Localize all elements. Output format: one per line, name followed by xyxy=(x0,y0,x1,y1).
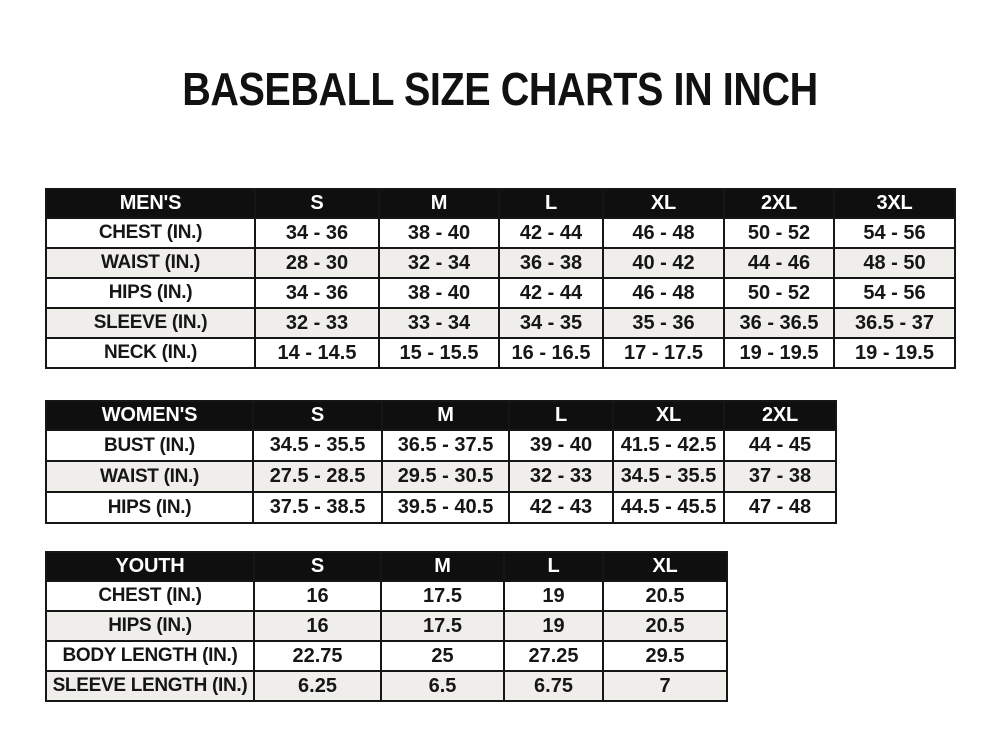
size-value-cell: 17 - 17.5 xyxy=(603,338,724,368)
size-value-cell: 27.25 xyxy=(504,641,603,671)
row-label: CHEST (IN.) xyxy=(46,218,255,248)
size-value-cell: 50 - 52 xyxy=(724,218,834,248)
table-corner-label: MEN'S xyxy=(46,189,255,218)
size-value-cell: 44 - 45 xyxy=(724,430,836,461)
table-corner-label: WOMEN'S xyxy=(46,401,253,430)
row-label: CHEST (IN.) xyxy=(46,581,254,611)
size-value-cell: 6.25 xyxy=(254,671,381,701)
size-value-cell: 29.5 - 30.5 xyxy=(382,461,509,492)
size-value-cell: 34 - 35 xyxy=(499,308,603,338)
page-title: BASEBALL SIZE CHARTS IN INCH xyxy=(182,63,818,115)
row-label: NECK (IN.) xyxy=(46,338,255,368)
size-value-cell: 35 - 36 xyxy=(603,308,724,338)
size-value-cell: 17.5 xyxy=(381,611,504,641)
size-value-cell: 54 - 56 xyxy=(834,218,955,248)
size-value-cell: 32 - 34 xyxy=(379,248,499,278)
size-value-cell: 37.5 - 38.5 xyxy=(253,492,382,523)
size-value-cell: 39.5 - 40.5 xyxy=(382,492,509,523)
table-header-row xyxy=(46,552,727,581)
size-value-cell: 32 - 33 xyxy=(255,308,379,338)
table-row xyxy=(46,308,955,338)
table-row xyxy=(46,461,836,492)
table-row xyxy=(46,218,955,248)
size-column-header: XL xyxy=(613,401,724,430)
table-row xyxy=(46,641,727,671)
size-value-cell: 34 - 36 xyxy=(255,218,379,248)
table-corner-label: YOUTH xyxy=(46,552,254,581)
womens-size-table xyxy=(45,400,837,524)
size-column-header: 2XL xyxy=(724,401,836,430)
size-value-cell: 41.5 - 42.5 xyxy=(613,430,724,461)
size-value-cell: 19 - 19.5 xyxy=(834,338,955,368)
size-value-cell: 19 - 19.5 xyxy=(724,338,834,368)
size-value-cell: 29.5 xyxy=(603,641,727,671)
size-column-header: S xyxy=(255,189,379,218)
size-value-cell: 37 - 38 xyxy=(724,461,836,492)
table-row xyxy=(46,430,836,461)
size-value-cell: 14 - 14.5 xyxy=(255,338,379,368)
size-column-header: 3XL xyxy=(834,189,955,218)
size-value-cell: 48 - 50 xyxy=(834,248,955,278)
size-value-cell: 7 xyxy=(603,671,727,701)
size-value-cell: 46 - 48 xyxy=(603,218,724,248)
row-label: WAIST (IN.) xyxy=(46,248,255,278)
table-row xyxy=(46,611,727,641)
size-value-cell: 16 xyxy=(254,611,381,641)
size-value-cell: 38 - 40 xyxy=(379,218,499,248)
size-value-cell: 6.75 xyxy=(504,671,603,701)
size-value-cell: 46 - 48 xyxy=(603,278,724,308)
size-value-cell: 44 - 46 xyxy=(724,248,834,278)
table-header-row xyxy=(46,189,955,218)
size-value-cell: 27.5 - 28.5 xyxy=(253,461,382,492)
size-column-header: 2XL xyxy=(724,189,834,218)
size-value-cell: 54 - 56 xyxy=(834,278,955,308)
size-value-cell: 44.5 - 45.5 xyxy=(613,492,724,523)
size-column-header: L xyxy=(509,401,613,430)
table-row xyxy=(46,581,727,611)
size-value-cell: 36 - 36.5 xyxy=(724,308,834,338)
row-label: WAIST (IN.) xyxy=(46,461,253,492)
size-column-header: M xyxy=(382,401,509,430)
size-value-cell: 34.5 - 35.5 xyxy=(253,430,382,461)
size-column-header: M xyxy=(381,552,504,581)
size-value-cell: 32 - 33 xyxy=(509,461,613,492)
size-value-cell: 20.5 xyxy=(603,581,727,611)
size-value-cell: 42 - 44 xyxy=(499,278,603,308)
size-value-cell: 15 - 15.5 xyxy=(379,338,499,368)
row-label: HIPS (IN.) xyxy=(46,611,254,641)
youth-size-table xyxy=(45,551,728,702)
size-value-cell: 36.5 - 37.5 xyxy=(382,430,509,461)
size-value-cell: 40 - 42 xyxy=(603,248,724,278)
table-row xyxy=(46,671,727,701)
table-row xyxy=(46,248,955,278)
size-value-cell: 20.5 xyxy=(603,611,727,641)
size-column-header: XL xyxy=(603,189,724,218)
size-value-cell: 42 - 43 xyxy=(509,492,613,523)
row-label: HIPS (IN.) xyxy=(46,492,253,523)
size-column-header: L xyxy=(499,189,603,218)
table-row xyxy=(46,278,955,308)
size-value-cell: 50 - 52 xyxy=(724,278,834,308)
table-row xyxy=(46,492,836,523)
size-value-cell: 16 - 16.5 xyxy=(499,338,603,368)
row-label: SLEEVE LENGTH (IN.) xyxy=(46,671,254,701)
size-value-cell: 39 - 40 xyxy=(509,430,613,461)
size-value-cell: 38 - 40 xyxy=(379,278,499,308)
size-value-cell: 22.75 xyxy=(254,641,381,671)
size-value-cell: 16 xyxy=(254,581,381,611)
size-value-cell: 34 - 36 xyxy=(255,278,379,308)
size-column-header: S xyxy=(254,552,381,581)
table-row xyxy=(46,338,955,368)
size-value-cell: 36 - 38 xyxy=(499,248,603,278)
row-label: BODY LENGTH (IN.) xyxy=(46,641,254,671)
size-value-cell: 33 - 34 xyxy=(379,308,499,338)
size-value-cell: 19 xyxy=(504,581,603,611)
mens-size-table xyxy=(45,188,956,369)
size-value-cell: 19 xyxy=(504,611,603,641)
size-value-cell: 6.5 xyxy=(381,671,504,701)
size-column-header: M xyxy=(379,189,499,218)
size-value-cell: 34.5 - 35.5 xyxy=(613,461,724,492)
size-value-cell: 36.5 - 37 xyxy=(834,308,955,338)
size-column-header: S xyxy=(253,401,382,430)
row-label: HIPS (IN.) xyxy=(46,278,255,308)
size-value-cell: 47 - 48 xyxy=(724,492,836,523)
size-value-cell: 25 xyxy=(381,641,504,671)
table-header-row xyxy=(46,401,836,430)
row-label: SLEEVE (IN.) xyxy=(46,308,255,338)
size-value-cell: 17.5 xyxy=(381,581,504,611)
row-label: BUST (IN.) xyxy=(46,430,253,461)
size-value-cell: 28 - 30 xyxy=(255,248,379,278)
size-column-header: L xyxy=(504,552,603,581)
size-column-header: XL xyxy=(603,552,727,581)
size-value-cell: 42 - 44 xyxy=(499,218,603,248)
